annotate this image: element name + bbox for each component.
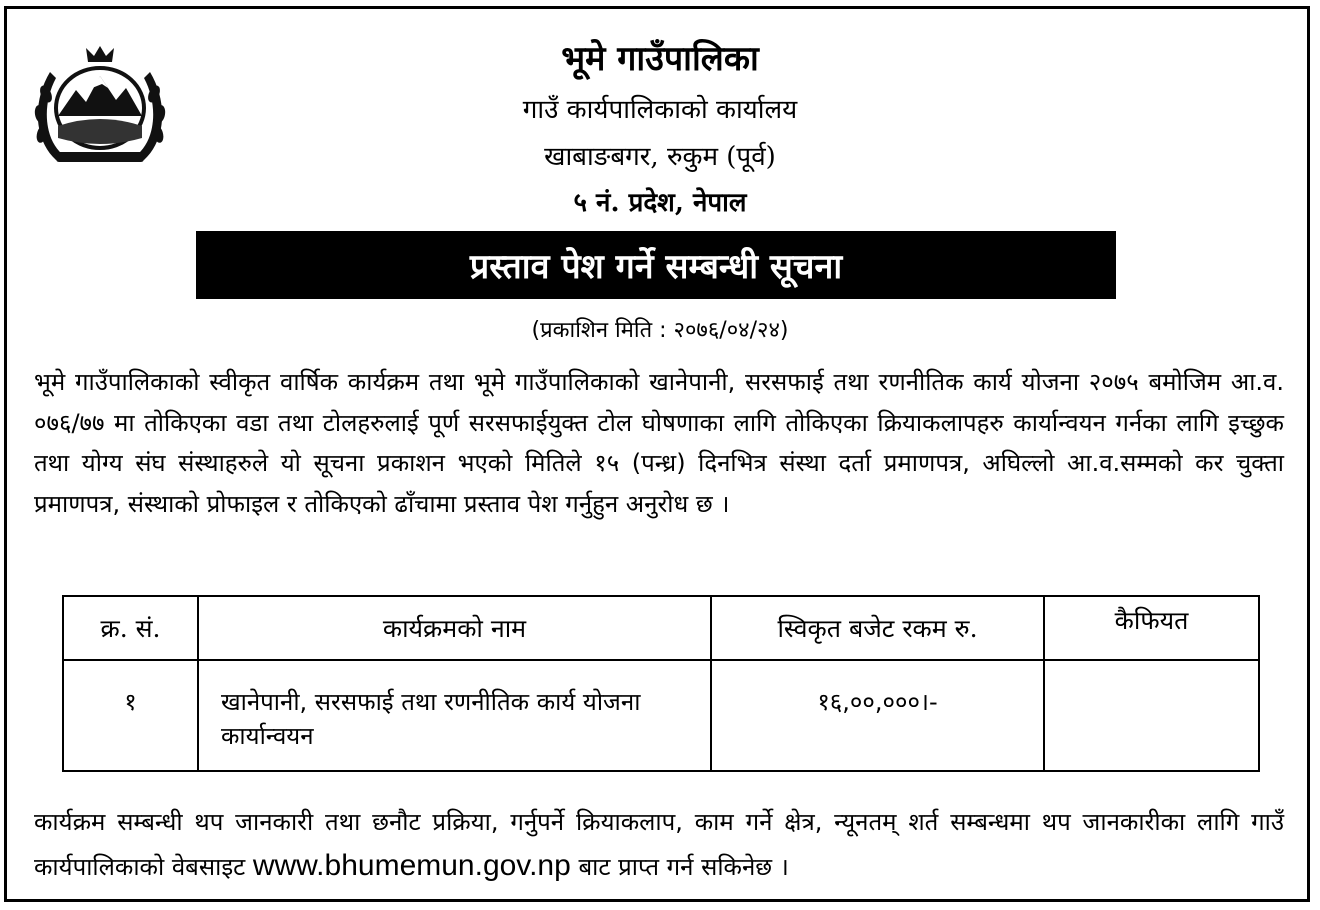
table-row — [63, 660, 1259, 771]
province-name: ५ नं. प्रदेश, नेपाल — [573, 188, 747, 218]
cell-remarks — [1044, 660, 1259, 771]
office-name: गाउँ कार्यपालिकाको कार्यालय — [522, 95, 798, 125]
notice-body: भूमे गाउँपालिकाको स्वीकृत वार्षिक कार्यक्रम तथा भूमे गाउँपालिकाको खानेपानी, सरसफाई तथा रणनीतिक कार्य योजना २०७५ बमोजिम आ.व. ०७६/७७ मा तोकिएका वडा तथा टोलहरुलाई पूर्ण सरसफाईयुक्त टोल घोषणाका लागि तोकिएका क्रियाकलापहरु कार्यान्वयन गर्नका लागि इच्छुक तथा योग्य संघ संस्थाहरुले यो सूचना प्रकाशन भएको मितिले १५ (पन्ध्र) दिनभित्र संस्था दर्ता प्रमाणपत्र, अघिल्लो आ.व.सम्मको कर चुक्ता प्रमाणपत्र, संस्थाको प्रोफाइल र तोकिएको ढाँचामा प्रस्ताव पेश गर्नुहुन अनुरोध छ । — [34, 368, 1284, 518]
footer-text-before: कार्यक्रम सम्बन्धी थप जानकारी तथा छनौट प्रक्रिया, गर्नुपर्ने क्रियाकलाप, काम गर्ने क्षेत्र, न्यूनतम् शर्त सम्बन्धमा थप जानकारीका लागि गाउँ कार्यपालिकाको वेबसाइट — [34, 808, 1284, 881]
header-program-name: कार्यक्रमको नाम — [198, 596, 711, 660]
program-table — [62, 595, 1260, 772]
header-remarks: कैफियत — [1044, 596, 1259, 660]
header-serial: क्र. सं. — [63, 596, 198, 660]
table-header-row — [63, 596, 1259, 660]
footer-text-after: बाट प्राप्त गर्न सकिनेछ । — [578, 853, 789, 881]
notice-title: प्रस्ताव पेश गर्ने सम्बन्धी सूचना — [196, 231, 1116, 299]
emblem-crown — [86, 46, 114, 62]
footer-note — [34, 800, 1284, 889]
cell-approved-budget: १६,००,०००।- — [711, 660, 1044, 771]
office-address: खाबाङबगर, रुकुम (पूर्व) — [544, 142, 776, 172]
nepal-government-emblem-icon — [30, 42, 170, 172]
cell-program-name: खानेपानी, सरसफाई तथा रणनीतिक कार्य योजना कार्यान्वयन — [198, 660, 711, 771]
emblem-ribbon — [56, 152, 144, 162]
header-approved-budget: स्विकृत बजेट रकम रु. — [711, 596, 1044, 660]
published-date: (प्रकाशिन मिति : २०७६/०४/२४) — [531, 318, 789, 343]
website-link[interactable]: www.bhumemun.gov.np — [252, 849, 571, 882]
emblem-hills — [58, 119, 142, 144]
municipality-name: भूमे गाउँपालिका — [561, 39, 759, 79]
cell-serial: १ — [63, 660, 198, 771]
